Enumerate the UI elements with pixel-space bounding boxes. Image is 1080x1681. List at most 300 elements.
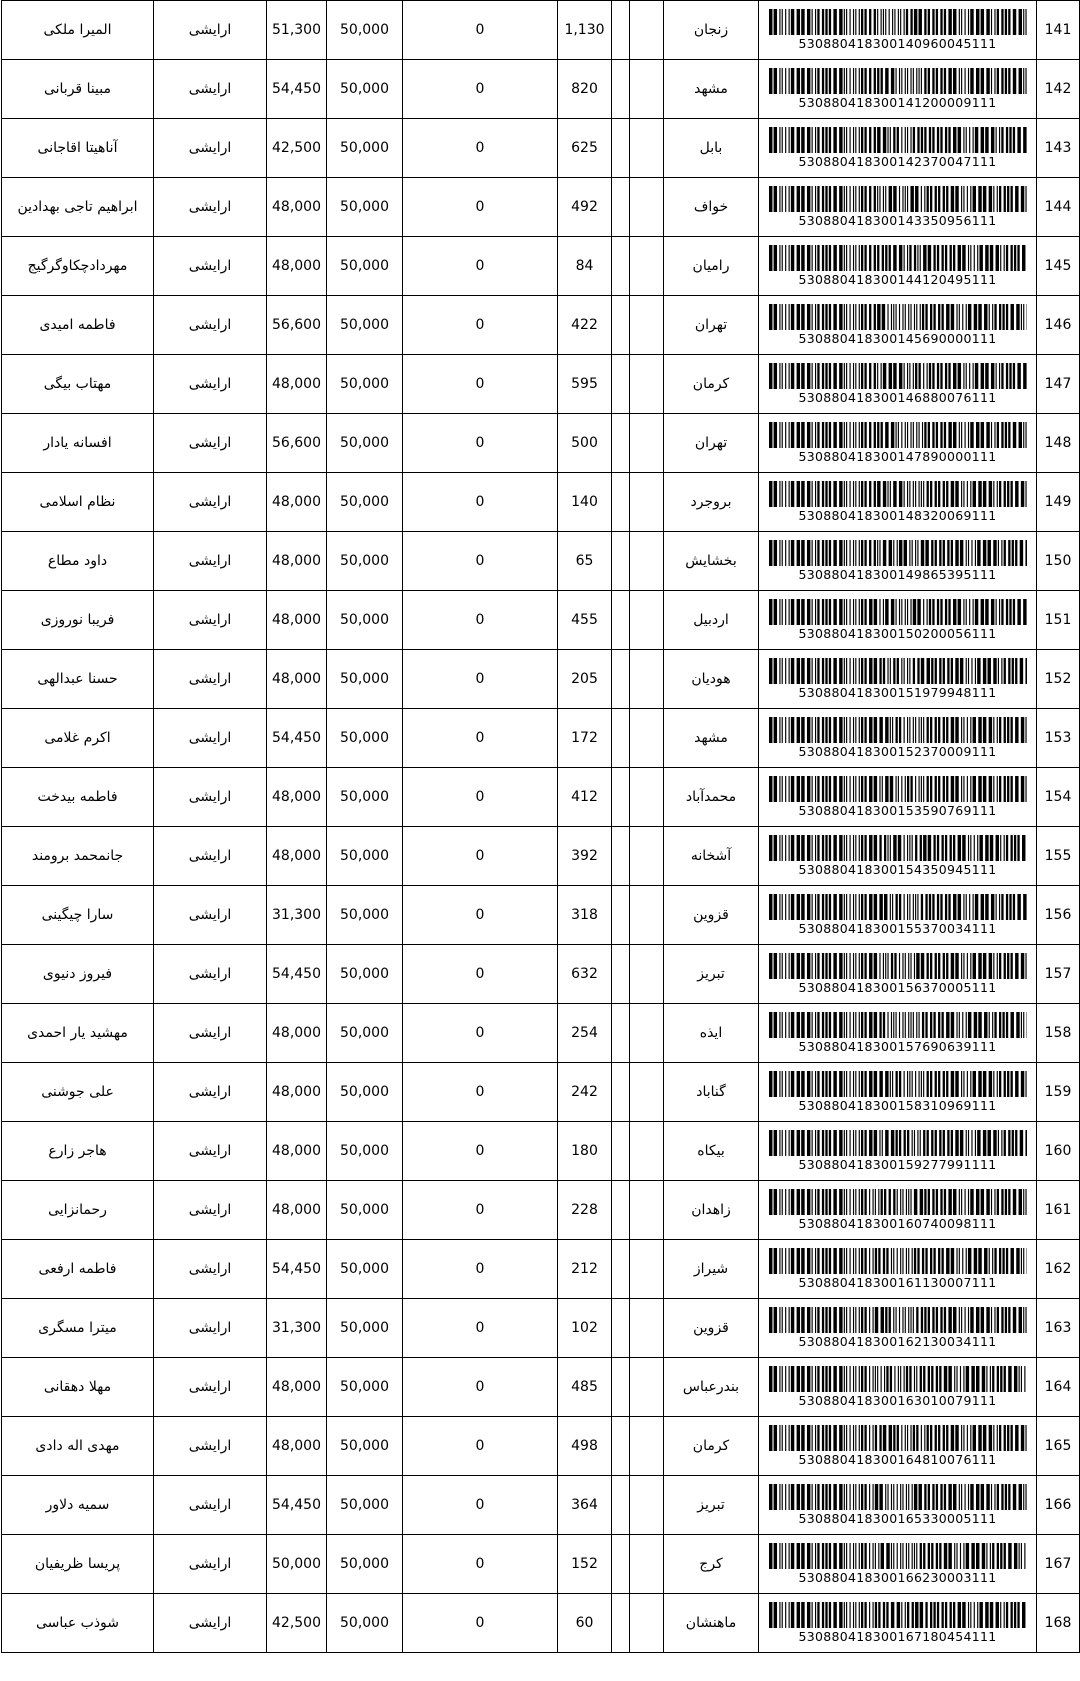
destination-city-cell: قزوین <box>664 1299 759 1358</box>
item-type-cell: ارایشی <box>154 1063 267 1122</box>
barcode-cell <box>759 473 1037 532</box>
insured-value-cell: 50,000 <box>327 237 403 296</box>
destination-city-cell: خواف <box>664 178 759 237</box>
weight-cell: 412 <box>558 768 612 827</box>
table-row <box>2 473 1080 532</box>
weight-cell: 254 <box>558 1004 612 1063</box>
zero-value-cell: 0 <box>403 591 558 650</box>
weight-cell: 65 <box>558 532 612 591</box>
empty-cell <box>612 709 630 768</box>
price-cell: 42,500 <box>267 1594 327 1653</box>
zero-value-cell: 0 <box>403 1594 558 1653</box>
price-cell: 48,000 <box>267 532 327 591</box>
row-index-cell: 164 <box>1037 1358 1080 1417</box>
price-cell: 31,300 <box>267 886 327 945</box>
weight-cell: 205 <box>558 650 612 709</box>
zero-value-cell: 0 <box>403 650 558 709</box>
barcode-number: 530880418300154350945111 <box>798 862 997 877</box>
insured-value-cell: 50,000 <box>327 1535 403 1594</box>
empty-cell <box>630 650 664 709</box>
barcode-bars-icon <box>769 9 1027 35</box>
barcode <box>759 658 1036 700</box>
barcode-number: 530880418300163010079111 <box>798 1393 997 1408</box>
recipient-name-cell: ابراهیم تاجی بهدادین <box>2 178 154 237</box>
recipient-name-cell: پریسا ظریفیان <box>2 1535 154 1594</box>
empty-cell <box>630 1594 664 1653</box>
item-type-cell: ارایشی <box>154 709 267 768</box>
table-row <box>2 591 1080 650</box>
barcode-number: 530880418300149865395111 <box>798 567 997 582</box>
insured-value-cell: 50,000 <box>327 945 403 1004</box>
insured-value-cell: 50,000 <box>327 414 403 473</box>
weight-cell: 212 <box>558 1240 612 1299</box>
item-type-cell: ارایشی <box>154 473 267 532</box>
empty-cell <box>612 945 630 1004</box>
barcode-number: 530880418300159277991111 <box>798 1157 997 1172</box>
destination-city-cell: هودیان <box>664 650 759 709</box>
row-index-cell: 151 <box>1037 591 1080 650</box>
barcode-number: 530880418300161130007111 <box>798 1275 997 1290</box>
recipient-name-cell: آناهیتا اقاجانی <box>2 119 154 178</box>
empty-cell <box>630 532 664 591</box>
weight-cell: 152 <box>558 1535 612 1594</box>
table-row <box>2 1535 1080 1594</box>
barcode-bars-icon <box>769 1484 1027 1510</box>
empty-cell <box>612 1594 630 1653</box>
table-row <box>2 1299 1080 1358</box>
row-index-cell: 152 <box>1037 650 1080 709</box>
destination-city-cell: زنجان <box>664 1 759 60</box>
barcode-cell <box>759 1594 1037 1653</box>
barcode-number: 530880418300162130034111 <box>798 1334 997 1349</box>
row-index-cell: 148 <box>1037 414 1080 473</box>
item-type-cell: ارایشی <box>154 1358 267 1417</box>
recipient-name-cell: افسانه یادار <box>2 414 154 473</box>
price-cell: 42,500 <box>267 119 327 178</box>
barcode-cell <box>759 296 1037 355</box>
recipient-name-cell: مهشید یار احمدی <box>2 1004 154 1063</box>
barcode-bars-icon <box>769 953 1027 979</box>
zero-value-cell: 0 <box>403 768 558 827</box>
barcode <box>759 304 1036 346</box>
zero-value-cell: 0 <box>403 1299 558 1358</box>
recipient-name-cell: فریبا نوروزی <box>2 591 154 650</box>
empty-cell <box>612 1 630 60</box>
price-cell: 48,000 <box>267 355 327 414</box>
barcode-number: 530880418300155370034111 <box>798 921 997 936</box>
table-row <box>2 532 1080 591</box>
barcode <box>759 835 1036 877</box>
empty-cell <box>612 473 630 532</box>
zero-value-cell: 0 <box>403 886 558 945</box>
recipient-name-cell: مهدی اله دادی <box>2 1417 154 1476</box>
barcode-bars-icon <box>769 1366 1027 1392</box>
insured-value-cell: 50,000 <box>327 178 403 237</box>
table-row <box>2 1063 1080 1122</box>
row-index-cell: 146 <box>1037 296 1080 355</box>
empty-cell <box>612 355 630 414</box>
empty-cell <box>612 1004 630 1063</box>
barcode <box>759 1366 1036 1408</box>
table-row <box>2 1240 1080 1299</box>
recipient-name-cell: مهلا دهقانی <box>2 1358 154 1417</box>
empty-cell <box>630 296 664 355</box>
recipient-name-cell: اکرم غلامی <box>2 709 154 768</box>
item-type-cell: ارایشی <box>154 886 267 945</box>
weight-cell: 392 <box>558 827 612 886</box>
price-cell: 54,450 <box>267 709 327 768</box>
weight-cell: 242 <box>558 1063 612 1122</box>
barcode-cell <box>759 1476 1037 1535</box>
empty-cell <box>630 945 664 1004</box>
barcode-bars-icon <box>769 481 1027 507</box>
row-index-cell: 149 <box>1037 473 1080 532</box>
recipient-name-cell: مبینا قربانی <box>2 60 154 119</box>
barcode-number: 530880418300156370005111 <box>798 980 997 995</box>
barcode-bars-icon <box>769 1071 1027 1097</box>
empty-cell <box>612 178 630 237</box>
price-cell: 48,000 <box>267 1181 327 1240</box>
insured-value-cell: 50,000 <box>327 1240 403 1299</box>
empty-cell <box>630 1535 664 1594</box>
empty-cell <box>612 1181 630 1240</box>
empty-cell <box>612 1063 630 1122</box>
barcode <box>759 68 1036 110</box>
empty-cell <box>630 355 664 414</box>
price-cell: 48,000 <box>267 1122 327 1181</box>
insured-value-cell: 50,000 <box>327 1063 403 1122</box>
barcode-number: 530880418300157690639111 <box>798 1039 997 1054</box>
barcode-bars-icon <box>769 1543 1027 1569</box>
price-cell: 31,300 <box>267 1299 327 1358</box>
price-cell: 54,450 <box>267 1240 327 1299</box>
barcode-cell <box>759 178 1037 237</box>
empty-cell <box>630 1476 664 1535</box>
zero-value-cell: 0 <box>403 1181 558 1240</box>
barcode-number: 530880418300142370047111 <box>798 154 997 169</box>
destination-city-cell: تبریز <box>664 945 759 1004</box>
row-index-cell: 158 <box>1037 1004 1080 1063</box>
item-type-cell: ارایشی <box>154 414 267 473</box>
empty-cell <box>612 532 630 591</box>
zero-value-cell: 0 <box>403 1358 558 1417</box>
empty-cell <box>630 1240 664 1299</box>
barcode <box>759 717 1036 759</box>
insured-value-cell: 50,000 <box>327 591 403 650</box>
barcode-bars-icon <box>769 68 1027 94</box>
weight-cell: 180 <box>558 1122 612 1181</box>
barcode <box>759 1307 1036 1349</box>
barcode-cell <box>759 532 1037 591</box>
insured-value-cell: 50,000 <box>327 119 403 178</box>
insured-value-cell: 50,000 <box>327 1594 403 1653</box>
insured-value-cell: 50,000 <box>327 1417 403 1476</box>
destination-city-cell: آشخانه <box>664 827 759 886</box>
empty-cell <box>630 1299 664 1358</box>
table-row <box>2 296 1080 355</box>
barcode-bars-icon <box>769 1012 1027 1038</box>
recipient-name-cell: علی جوشنی <box>2 1063 154 1122</box>
barcode <box>759 422 1036 464</box>
destination-city-cell: گناباد <box>664 1063 759 1122</box>
item-type-cell: ارایشی <box>154 1181 267 1240</box>
table-row <box>2 60 1080 119</box>
row-index-cell: 153 <box>1037 709 1080 768</box>
item-type-cell: ارایشی <box>154 1240 267 1299</box>
insured-value-cell: 50,000 <box>327 650 403 709</box>
weight-cell: 595 <box>558 355 612 414</box>
empty-cell <box>612 1476 630 1535</box>
zero-value-cell: 0 <box>403 1417 558 1476</box>
insured-value-cell: 50,000 <box>327 1122 403 1181</box>
zero-value-cell: 0 <box>403 355 558 414</box>
shipment-table-body <box>2 1 1080 1653</box>
price-cell: 54,450 <box>267 60 327 119</box>
barcode-cell <box>759 119 1037 178</box>
row-index-cell: 143 <box>1037 119 1080 178</box>
barcode <box>759 186 1036 228</box>
recipient-name-cell: فاطمه ارفعی <box>2 1240 154 1299</box>
recipient-name-cell: مهردادچکاوگرگیج <box>2 237 154 296</box>
recipient-name-cell: فیروز دنیوی <box>2 945 154 1004</box>
table-row <box>2 945 1080 1004</box>
barcode-bars-icon <box>769 776 1027 802</box>
barcode-bars-icon <box>769 1425 1027 1451</box>
barcode-bars-icon <box>769 717 1027 743</box>
empty-cell <box>612 827 630 886</box>
empty-cell <box>630 473 664 532</box>
empty-cell <box>612 1240 630 1299</box>
item-type-cell: ارایشی <box>154 1 267 60</box>
recipient-name-cell: میترا مسگری <box>2 1299 154 1358</box>
zero-value-cell: 0 <box>403 1063 558 1122</box>
table-row <box>2 1004 1080 1063</box>
table-row <box>2 1181 1080 1240</box>
item-type-cell: ارایشی <box>154 178 267 237</box>
zero-value-cell: 0 <box>403 1004 558 1063</box>
row-index-cell: 154 <box>1037 768 1080 827</box>
insured-value-cell: 50,000 <box>327 1181 403 1240</box>
empty-cell <box>630 886 664 945</box>
price-cell: 48,000 <box>267 178 327 237</box>
barcode-number: 530880418300167180454111 <box>798 1629 997 1644</box>
weight-cell: 228 <box>558 1181 612 1240</box>
weight-cell: 60 <box>558 1594 612 1653</box>
weight-cell: 625 <box>558 119 612 178</box>
insured-value-cell: 50,000 <box>327 1 403 60</box>
empty-cell <box>630 1358 664 1417</box>
table-row <box>2 178 1080 237</box>
insured-value-cell: 50,000 <box>327 355 403 414</box>
item-type-cell: ارایشی <box>154 119 267 178</box>
recipient-name-cell: سمیه دلاور <box>2 1476 154 1535</box>
barcode-number: 530880418300160740098111 <box>798 1216 997 1231</box>
zero-value-cell: 0 <box>403 1122 558 1181</box>
destination-city-cell: تبریز <box>664 1476 759 1535</box>
barcode-bars-icon <box>769 186 1027 212</box>
row-index-cell: 145 <box>1037 237 1080 296</box>
insured-value-cell: 50,000 <box>327 709 403 768</box>
weight-cell: 455 <box>558 591 612 650</box>
empty-cell <box>630 827 664 886</box>
barcode-cell <box>759 1004 1037 1063</box>
recipient-name-cell: فاطمه بیدخت <box>2 768 154 827</box>
row-index-cell: 157 <box>1037 945 1080 1004</box>
destination-city-cell: اردبیل <box>664 591 759 650</box>
barcode <box>759 1543 1036 1585</box>
destination-city-cell: کرمان <box>664 355 759 414</box>
price-cell: 48,000 <box>267 1004 327 1063</box>
item-type-cell: ارایشی <box>154 60 267 119</box>
barcode-cell <box>759 1122 1037 1181</box>
barcode-cell <box>759 1 1037 60</box>
table-row <box>2 237 1080 296</box>
barcode <box>759 363 1036 405</box>
item-type-cell: ارایشی <box>154 1122 267 1181</box>
barcode-number: 530880418300148320069111 <box>798 508 997 523</box>
recipient-name-cell: نظام اسلامی <box>2 473 154 532</box>
barcode <box>759 776 1036 818</box>
barcode <box>759 540 1036 582</box>
recipient-name-cell: المیرا ملکی <box>2 1 154 60</box>
barcode-bars-icon <box>769 422 1027 448</box>
weight-cell: 172 <box>558 709 612 768</box>
empty-cell <box>612 1299 630 1358</box>
row-index-cell: 141 <box>1037 1 1080 60</box>
insured-value-cell: 50,000 <box>327 296 403 355</box>
barcode-bars-icon <box>769 1602 1027 1628</box>
barcode <box>759 1071 1036 1113</box>
barcode-cell <box>759 591 1037 650</box>
price-cell: 48,000 <box>267 1358 327 1417</box>
table-row <box>2 1122 1080 1181</box>
zero-value-cell: 0 <box>403 60 558 119</box>
barcode-bars-icon <box>769 1189 1027 1215</box>
empty-cell <box>630 1004 664 1063</box>
barcode-cell <box>759 709 1037 768</box>
barcode <box>759 481 1036 523</box>
empty-cell <box>612 1122 630 1181</box>
barcode-number: 530880418300140960045111 <box>798 36 997 51</box>
row-index-cell: 150 <box>1037 532 1080 591</box>
barcode-cell <box>759 414 1037 473</box>
destination-city-cell: کرمان <box>664 1417 759 1476</box>
item-type-cell: ارایشی <box>154 1299 267 1358</box>
recipient-name-cell: حسنا عبدالهی <box>2 650 154 709</box>
barcode <box>759 1012 1036 1054</box>
zero-value-cell: 0 <box>403 1476 558 1535</box>
row-index-cell: 142 <box>1037 60 1080 119</box>
row-index-cell: 165 <box>1037 1417 1080 1476</box>
weight-cell: 498 <box>558 1417 612 1476</box>
empty-cell <box>612 1358 630 1417</box>
barcode-bars-icon <box>769 1248 1027 1274</box>
zero-value-cell: 0 <box>403 296 558 355</box>
barcode-number: 530880418300164810076111 <box>798 1452 997 1467</box>
row-index-cell: 155 <box>1037 827 1080 886</box>
barcode-bars-icon <box>769 835 1027 861</box>
barcode-number: 530880418300145690000111 <box>798 331 997 346</box>
weight-cell: 102 <box>558 1299 612 1358</box>
weight-cell: 318 <box>558 886 612 945</box>
recipient-name-cell: شوذب عباسی <box>2 1594 154 1653</box>
destination-city-cell: بیکاه <box>664 1122 759 1181</box>
barcode-bars-icon <box>769 599 1027 625</box>
barcode <box>759 599 1036 641</box>
barcode-cell <box>759 60 1037 119</box>
insured-value-cell: 50,000 <box>327 532 403 591</box>
empty-cell <box>612 591 630 650</box>
empty-cell <box>612 650 630 709</box>
barcode-bars-icon <box>769 1307 1027 1333</box>
row-index-cell: 166 <box>1037 1476 1080 1535</box>
price-cell: 48,000 <box>267 827 327 886</box>
empty-cell <box>612 296 630 355</box>
price-cell: 48,000 <box>267 237 327 296</box>
zero-value-cell: 0 <box>403 1 558 60</box>
weight-cell: 820 <box>558 60 612 119</box>
zero-value-cell: 0 <box>403 532 558 591</box>
insured-value-cell: 50,000 <box>327 768 403 827</box>
barcode-number: 530880418300143350956111 <box>798 213 997 228</box>
zero-value-cell: 0 <box>403 945 558 1004</box>
barcode-number: 530880418300165330005111 <box>798 1511 997 1526</box>
item-type-cell: ارایشی <box>154 532 267 591</box>
barcode-cell <box>759 1417 1037 1476</box>
barcode-bars-icon <box>769 658 1027 684</box>
barcode-bars-icon <box>769 304 1027 330</box>
destination-city-cell: بروجرد <box>664 473 759 532</box>
zero-value-cell: 0 <box>403 414 558 473</box>
insured-value-cell: 50,000 <box>327 1299 403 1358</box>
barcode <box>759 127 1036 169</box>
weight-cell: 364 <box>558 1476 612 1535</box>
barcode <box>759 953 1036 995</box>
destination-city-cell: تهران <box>664 414 759 473</box>
barcode <box>759 1130 1036 1172</box>
barcode <box>759 1602 1036 1644</box>
empty-cell <box>630 60 664 119</box>
barcode <box>759 1248 1036 1290</box>
barcode <box>759 1189 1036 1231</box>
empty-cell <box>630 1063 664 1122</box>
price-cell: 48,000 <box>267 1417 327 1476</box>
empty-cell <box>612 237 630 296</box>
empty-cell <box>630 1181 664 1240</box>
empty-cell <box>612 768 630 827</box>
barcode <box>759 1484 1036 1526</box>
table-row <box>2 650 1080 709</box>
barcode-cell <box>759 355 1037 414</box>
price-cell: 48,000 <box>267 650 327 709</box>
recipient-name-cell: جانمحمد برومند <box>2 827 154 886</box>
item-type-cell: ارایشی <box>154 827 267 886</box>
barcode-number: 530880418300152370009111 <box>798 744 997 759</box>
item-type-cell: ارایشی <box>154 1004 267 1063</box>
table-row <box>2 1417 1080 1476</box>
destination-city-cell: شیراز <box>664 1240 759 1299</box>
recipient-name-cell: سارا چیگینی <box>2 886 154 945</box>
barcode-number: 530880418300147890000111 <box>798 449 997 464</box>
price-cell: 48,000 <box>267 591 327 650</box>
table-row <box>2 1476 1080 1535</box>
price-cell: 48,000 <box>267 473 327 532</box>
empty-cell <box>630 768 664 827</box>
empty-cell <box>630 178 664 237</box>
empty-cell <box>630 709 664 768</box>
price-cell: 54,450 <box>267 945 327 1004</box>
barcode-cell <box>759 1535 1037 1594</box>
